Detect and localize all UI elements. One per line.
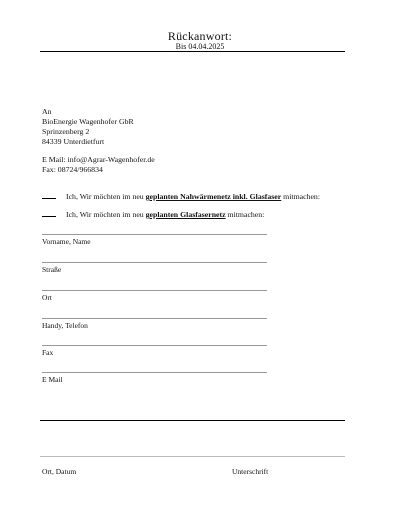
signature-label: Unterschrift [232,467,269,476]
email-label: E Mail [42,375,63,384]
city-field[interactable] [42,290,267,291]
email-line: E Mail: info@Agrar-Wagenhofer.de [42,155,155,164]
address-line: Sprinzenberg 2 [42,127,90,136]
name-label: Vorname, Name [42,237,91,246]
phone-field[interactable] [42,318,267,319]
deadline-text: Bis 04.04.2025 [175,42,225,51]
address-line: 84339 Unterdietfurt [42,137,105,146]
street-label: Straße [42,265,62,274]
signature-line[interactable] [40,456,345,457]
street-field[interactable] [42,262,267,263]
option-prefix: Ich, Wir möchten im neu [66,210,146,219]
checkbox-blank[interactable] [42,210,56,217]
option-prefix: Ich, Wir möchten im neu [66,192,146,201]
fax-label: Fax [42,348,54,357]
fax-line: Fax: 08724/966834 [42,165,103,174]
option-suffix: mitmachen: [281,192,320,201]
fax-field[interactable] [42,345,267,346]
option-suffix: mitmachen: [225,210,265,219]
checkbox-blank[interactable] [42,192,56,199]
option-emphasis: geplanten Glasfasernetz [145,210,226,219]
address-line: BioEnergie Wagenhofer GbR [42,117,134,126]
option-heating-fiber[interactable] [42,192,320,201]
phone-label: Handy, Telefon [42,321,88,330]
city-label: Ort [42,293,52,302]
form-title: Rückanwort: [167,29,233,43]
header-rule [40,51,345,52]
option-fiber-only[interactable] [42,210,264,219]
email-field[interactable] [42,372,267,373]
option-emphasis: geplanten Nahwärmenetz inkl. Glasfaser [145,192,282,201]
footer-rule [40,420,345,421]
place-date-label: Ort, Datum [42,467,77,476]
address-line: An [42,107,52,116]
name-field[interactable] [42,234,267,235]
